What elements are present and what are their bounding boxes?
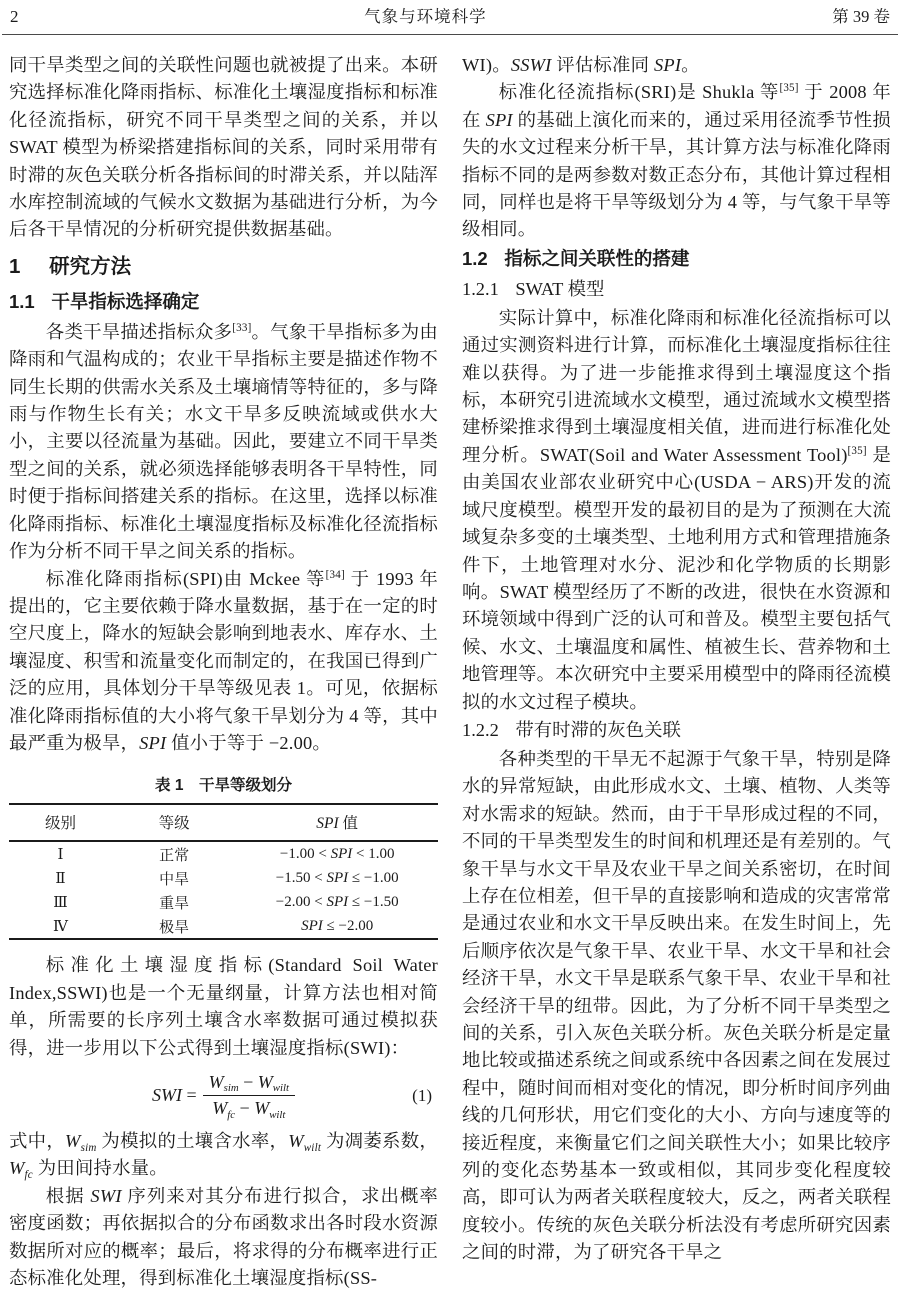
formula-1 (9, 1068, 438, 1124)
section-heading-1-1 (9, 289, 438, 314)
table-cell: Ⅳ (52, 918, 68, 935)
paragraph: 式中，Wsim 为模拟的土壤含水率，Wwilt 为凋萎系数，Wfc 为田间持水量。 (9, 1130, 438, 1181)
section-title: 干旱指标选择确定 (51, 290, 200, 312)
paragraph: 标准化径流指标(SRI)是 Shukla 等[35] 于 2008 年在 SPI 的基础上演化而来的，通过采用径流季节性损失的水文过程来分析干旱，其计算方法与标准化降雨指标不同的是两参数对数正态分布，其他计算过程相同，同样也是将干旱等级划分为 4 等，与气象干旱等级相同。 (462, 82, 891, 240)
table-cell: −1.00 < SPI < 1.00 (279, 845, 395, 862)
section-title: 指标之间关联性的搭建 (504, 247, 690, 269)
paragraph: 各种类型的干旱无不起源于气象干旱，特别是降水的异常短缺，由此形成水文、土壤、植物、人类等对水需求的短缺。然而，由于干旱形成过程的不同，不同的干旱类型发生的时间和机理还是有差别的。气象干旱与水文干旱及农业干旱之间关系密切，在时间上存在位相差，但干旱的直接影响和造成的灾害常常是通过农业和水文干旱反映出来。在发生时间上，先后顺序依次是气象干旱、农业干旱、水文干旱和社会经济干旱，水文干旱是联系气象干旱、农业干旱和社会经济干旱的纽带。因此，为了分析不同干旱类型之间的关系，引入灰色关联分析。灰色关联分析是定量地比较或描述系统之间或系统中各因素之间在发展过程中，随时间而相对变化的情况，即分析时间序列曲线的几何形状，用它们变化的大小、方向与速度等的接近程度，来衡量它们之间关联性大小；如果比较序列的变化态势基本一致或相似，其同步变化程度较高，即可认为两者关联程度较大，反之，两者关联程度较小。传统的灰色关联分析法没有考虑所研究因素之间的时滞，为了研究各干旱之 (462, 748, 891, 1263)
paragraph: WI)。SSWI 评估标准同 SPI。 (462, 55, 700, 75)
table-row (9, 841, 438, 866)
table-cell: SPI ≤ −2.00 (301, 917, 374, 934)
table-cell: 正常 (159, 847, 190, 864)
table-row (9, 866, 438, 890)
table-header-cell: 级别 (44, 815, 76, 833)
table-row (9, 914, 438, 939)
paragraph: 实际计算中，标准化降雨和标准化径流指标可以通过实测资料进行计算，而标准化土壤湿度指标往往难以获得。为了进一步能推求得到土壤湿度这个指标，本研究引进流域水文模型，通过流域水文模型搭建桥梁推求得到土壤湿度相关值，进而进行标准化处理分析。SWAT(Soil and Water Assessment Tool)[35] 是由美国农业部农业研究中心(USDA − ARS)开发的流域尺度模型。模型开发的最初目的是为了预测在大流域复杂多变的土壤类型、土地利用方式和管理措施条件下，土地管理对水分、泥沙和化学物质的长期影响。SWAT 模型经历了不断的改进，很快在水资源和环境领域中得到广泛的认可和普及。模型主要包括气候、水文、土壤温度和属性、植被生长、营养物和土地管理等。本次研究中主要采用模型中的降雨径流模拟的水文过程子模块。 (462, 307, 891, 712)
drought-table-body (9, 841, 438, 939)
section-heading-1 (9, 254, 438, 280)
drought-grade-table (9, 803, 438, 940)
paragraph: 同干旱类型之间的关联性问题也就被提了出来。本研究选择标准化降雨指标、标准化土壤湿度指标和标准化径流指标，研究不同干旱类型之间的关系，并以 SWAT 模型为桥梁搭建指标间的关系，同时采用带有时滞的灰色关联分析各指标间的时滞关系，并以陆浑水库控制流域的气候水文数据为基础进行分析，为今后各干旱情况的分析研究提供数据基础。 (9, 55, 438, 240)
table-cell: 重旱 (159, 895, 190, 912)
table-cell: −1.50 < SPI ≤ −1.00 (275, 869, 399, 886)
section-heading-1-2-2 (462, 717, 891, 743)
formula-denominator: Wfc − Wwilt (212, 1098, 286, 1121)
running-header (0, 0, 900, 27)
formula-lhs: SWI = (151, 1085, 197, 1106)
section-heading-1-2 (462, 246, 891, 271)
section-number: 1 (9, 254, 21, 278)
section-number: 1.2.1 (462, 278, 499, 299)
section-title: 带有时滞的灰色关联 (515, 719, 681, 740)
table-cell: Ⅱ (55, 870, 66, 887)
paragraph: 标准化土壤湿度指标(Standard Soil Water Index,SSWI)也是一个无量纲量，计算方法也相对简单，所需要的长序列土壤含水率数据可通过模拟获得，进一步用以下公式得到土壤湿度指标(SWI)： (9, 955, 438, 1058)
left-column (9, 52, 438, 1292)
two-column-body (0, 35, 900, 1292)
table-1 (9, 773, 438, 940)
table-caption-label: 表 1 (155, 777, 184, 795)
formula-numerator: Wsim − Wwilt (203, 1073, 295, 1097)
section-number: 1.2 (462, 247, 488, 269)
paragraph: 标准化降雨指标(SPI)由 Mckee 等[34] 于 1993 年提出的，它主要依赖于降水量数据，基于在一定的时空尺度上，降水的短缺会影响到地表水、库存水、土壤湿度、积雪和流量变化而制定的，在我国已得到广泛的应用，具体划分干旱等级见表 1。可见，依据标准化降雨指标值的大小将气象干旱划分为 4 等，其中最严重为极旱，SPI 值小于等于 −2.00。 (9, 568, 439, 753)
formula-fraction (203, 1073, 295, 1120)
section-number: 1.1 (9, 290, 35, 312)
table-header-cell: 等级 (158, 815, 190, 833)
table-header-cell: SPI 值 (316, 815, 359, 833)
section-number: 1.2.2 (462, 719, 499, 740)
table-caption (9, 773, 438, 795)
table-cell: 极旱 (159, 919, 190, 936)
table-header-row (9, 804, 438, 841)
table-cell: Ⅰ (57, 846, 64, 863)
paragraph: 根据 SWI 序列来对其分布进行拟合，求出概率密度函数；再依据拟合的分布函数求出各时段水资源数据所对应的概率；最后，将求得的分布概率进行正态标准化处理，得到标准化土壤湿度指标(SS- (9, 1185, 438, 1288)
journal-title: 气象与环境科学 (364, 7, 487, 26)
right-column (462, 52, 891, 1292)
section-heading-1-2-1 (462, 276, 891, 302)
volume-label: 第 39 卷 (832, 7, 890, 26)
table-cell: −2.00 < SPI ≤ −1.50 (275, 893, 399, 910)
equation-number: (1) (412, 1085, 432, 1105)
section-title: SWAT 模型 (515, 278, 605, 299)
page-number: 2 (10, 7, 19, 26)
paragraph: 各类干旱描述指标众多[33]。气象干旱指标多为由降雨和气温构成的；农业干旱指标主要是描述作物不同生长期的供需水关系及土壤墒情等特征的，多与降雨与作物生长有关；水文干旱多反映流域或供水大小，主要以径流量为基础。因此，要建立不同干旱类型之间的关系，就必须选择能够表明各干旱特性，同时便于指标间搭建关系的指标。在这里，选择以标准化降雨指标、标准化土壤湿度指标及标准化径流指标作为分析不同干旱之间关系的指标。 (9, 321, 438, 562)
table-cell: Ⅲ (53, 894, 68, 911)
table-row (9, 890, 438, 914)
section-title: 研究方法 (49, 254, 132, 278)
table-cell: 中旱 (159, 871, 190, 888)
table-caption-title: 干旱等级划分 (198, 777, 292, 795)
